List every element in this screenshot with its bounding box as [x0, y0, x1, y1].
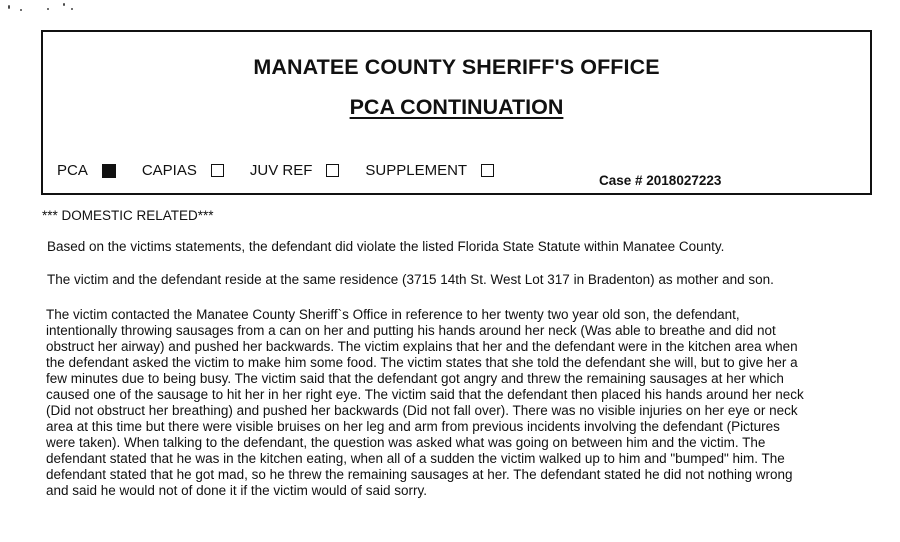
narrative-line: the defendant asked the victim to make him some food. The victim states that she told the defendant she will, but to give her a — [46, 355, 798, 370]
domestic-related-tag: *** DOMESTIC RELATED*** — [42, 208, 214, 223]
narrative-line: intentionally throwing sausages from a can on her and putting his hands around her neck (Was able to breathe and did not — [46, 323, 776, 338]
empty-box-icon[interactable] — [326, 164, 339, 177]
narrative-paragraph-2: The victim and the defendant reside at the same residence (3715 14th St. West Lot 317 in Bradenton) as mother and son. — [47, 272, 774, 287]
report-type-capias[interactable] — [142, 162, 224, 179]
report-type-label: PCA — [57, 162, 88, 179]
narrative-line: defendant stated that he got mad, so he threw the remaining sausages at her. The defendant stated he did not nothing wrong — [46, 467, 793, 482]
scan-speck — [47, 8, 49, 10]
narrative-line: (Did not obstruct her breathing) and pushed her backwards (Did not fall over). There was no visible injuries on her eye or neck — [46, 403, 798, 418]
empty-box-icon[interactable] — [481, 164, 494, 177]
narrative-line: area at this time but there were visible bruises on her leg and arm from previous incidents involving the defendant (Pictures — [46, 419, 780, 434]
scan-speck — [71, 8, 73, 10]
narrative-line: caused one of the sausage to hit her in her right eye. The victim said that the defendant then placed his hands around her neck — [46, 387, 804, 402]
form-title: PCA CONTINUATION — [349, 95, 564, 119]
form-header-box — [41, 30, 872, 195]
narrative-line: and said he would not of done it if the victim would of said sorry. — [46, 483, 427, 498]
narrative-line: defendant stated that he was in the kitchen eating, when all of a sudden the victim walked up to him and "bumped" him. The — [46, 451, 785, 466]
scan-speck — [20, 9, 22, 11]
report-type-supplement[interactable] — [365, 162, 494, 179]
report-type-juv-ref[interactable] — [250, 162, 340, 179]
narrative-line: The victim contacted the Manatee County Sheriff`s Office in reference to her twenty two year old son, the defendant, — [46, 307, 740, 322]
checked-box-icon[interactable] — [102, 164, 116, 178]
report-type-checkboxes — [57, 162, 520, 179]
narrative-line: obstruct her airway) and pushed her backwards. The victim explains that her and the defendant were in the kitchen area when — [46, 339, 798, 354]
scan-speck — [63, 3, 65, 6]
scan-speck — [8, 5, 10, 9]
narrative-paragraph-1: Based on the victims statements, the defendant did violate the listed Florida State Statute within Manatee County. — [47, 239, 725, 254]
report-type-label: SUPPLEMENT — [365, 162, 468, 179]
report-type-pca[interactable] — [57, 162, 116, 179]
report-type-label: CAPIAS — [141, 162, 197, 179]
empty-box-icon[interactable] — [211, 164, 224, 177]
agency-name: MANATEE COUNTY SHERIFF'S OFFICE — [253, 55, 660, 79]
report-type-label: JUV REF — [249, 162, 313, 179]
narrative-paragraph-3 — [46, 307, 876, 499]
narrative-line: few minutes due to being busy. The victim said that the defendant got angry and threw the remaining sausages at her which — [46, 371, 784, 386]
case-number: Case # 2018027223 — [599, 173, 722, 188]
narrative-line: were taken). When talking to the defendant, the question was asked what was going on between him and the victim. The — [46, 435, 766, 450]
